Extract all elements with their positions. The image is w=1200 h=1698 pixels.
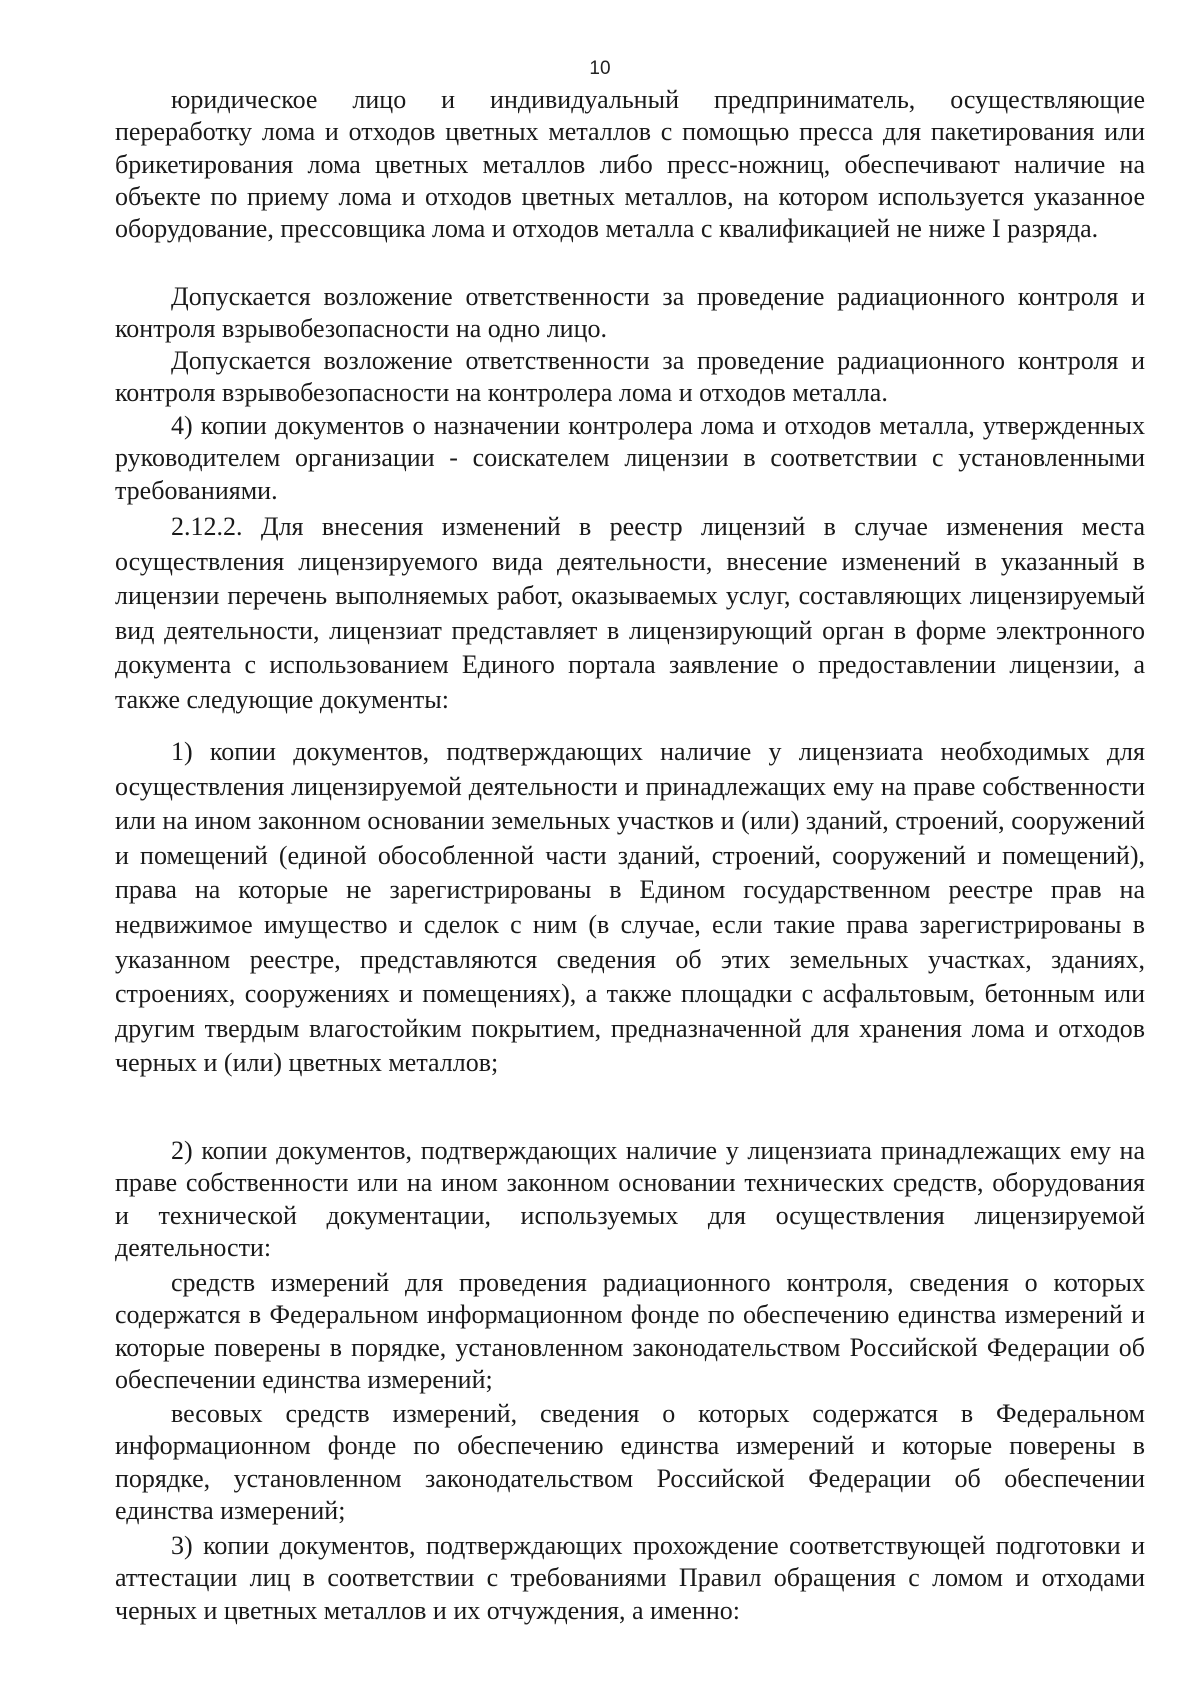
page-number: 10 — [589, 58, 611, 79]
paragraph-item-2-technical-means: 2) копии документов, подтверждающих наличие у лицензиата принадлежащих ему на праве собственности или на ином законном основании технических средств, оборудования и технической документации, используемых для осуществления лицензируемой деятельности: — [115, 1136, 1145, 1262]
paragraph-item-3-training-certification: 3) копии документов, подтверждающих прохождение соответствующей подготовки и аттестации лиц в соответствии с требованиями Правил обращения с ломом и отходами черных и цветных металлов и их отчуждения, а именно: — [115, 1531, 1145, 1625]
paragraph-weighing-instruments: весовых средств измерений, сведения о которых содержатся в Федеральном информационном фонде по обеспечению единства измерений и которые поверены в порядке, установленном законодательством Российской Федерации об обеспечении единства измерений; — [115, 1399, 1145, 1525]
paragraph-2-12-2-registry-changes: 2.12.2. Для внесения изменений в реестр лицензий в случае изменения места осуществления лицензируемого вида деятельности, внесение изменений в указанный в лицензии перечень выполняемых работ, оказываемых услуг, составляющих лицензируемый вид деятельности, лицензиат представляет в лицензирующий орган в форме электронного документа с использованием Единого портала заявление о предоставлении лицензии, а также следующие документы: — [115, 512, 1145, 714]
paragraph-radiation-measuring-instruments: средств измерений для проведения радиационного контроля, сведения о которых содержатся в Федеральном информационном фонде по обеспечению единства измерений и которые поверены в порядке, установленном законодательством Российской Федерации об обеспечении единства измерений; — [115, 1268, 1145, 1394]
paragraph-scrap-processing-operator: юридическое лицо и индивидуальный предприниматель, осуществляющие переработку лома и отходов цветных металлов с помощью пресса для пакетирования или брикетирования лома цветных металлов либо пресс-ножниц, обеспечивают наличие на объекте по приему лома и отходов цветных металлов, на котором используется указанное оборудование, прессовщика лома и отходов металла с квалификацией не ниже I разряда. — [115, 85, 1145, 244]
paragraph-one-person-responsibility: Допускается возложение ответственности за проведение радиационного контроля и контроля взрывобезопасности на одно лицо. — [115, 282, 1145, 344]
paragraph-controller-responsibility: Допускается возложение ответственности за проведение радиационного контроля и контроля взрывобезопасности на контролера лома и отходов металла. — [115, 346, 1145, 408]
paragraph-item-1-land-and-buildings: 1) копии документов, подтверждающих наличие у лицензиата необходимых для осуществления лицензируемой деятельности и принадлежащих ему на праве собственности или на ином законном основании земельных участков и (или) зданий, строений, сооружений и помещений (единой обособленной части зданий, строений, сооружений и помещений), права на которые не зарегистрированы в Едином государственном реестре прав на недвижимое имущество и сделок с ним (в случае, если такие права зарегистрированы в указанном реестре, представляются сведения об этих земельных участках, зданиях, строениях, сооружениях и помещениях), а также площадки с асфальтовым, бетонным или другим твердым влагостойким покрытием, предназначенной для хранения лома и отходов черных и (или) цветных металлов; — [115, 737, 1145, 1078]
paragraph-item-4-controller-appointment: 4) копии документов о назначении контролера лома и отходов металла, утвержденных руководителем организации - соискателем лицензии в соответствии с установленными требованиями. — [115, 411, 1145, 505]
